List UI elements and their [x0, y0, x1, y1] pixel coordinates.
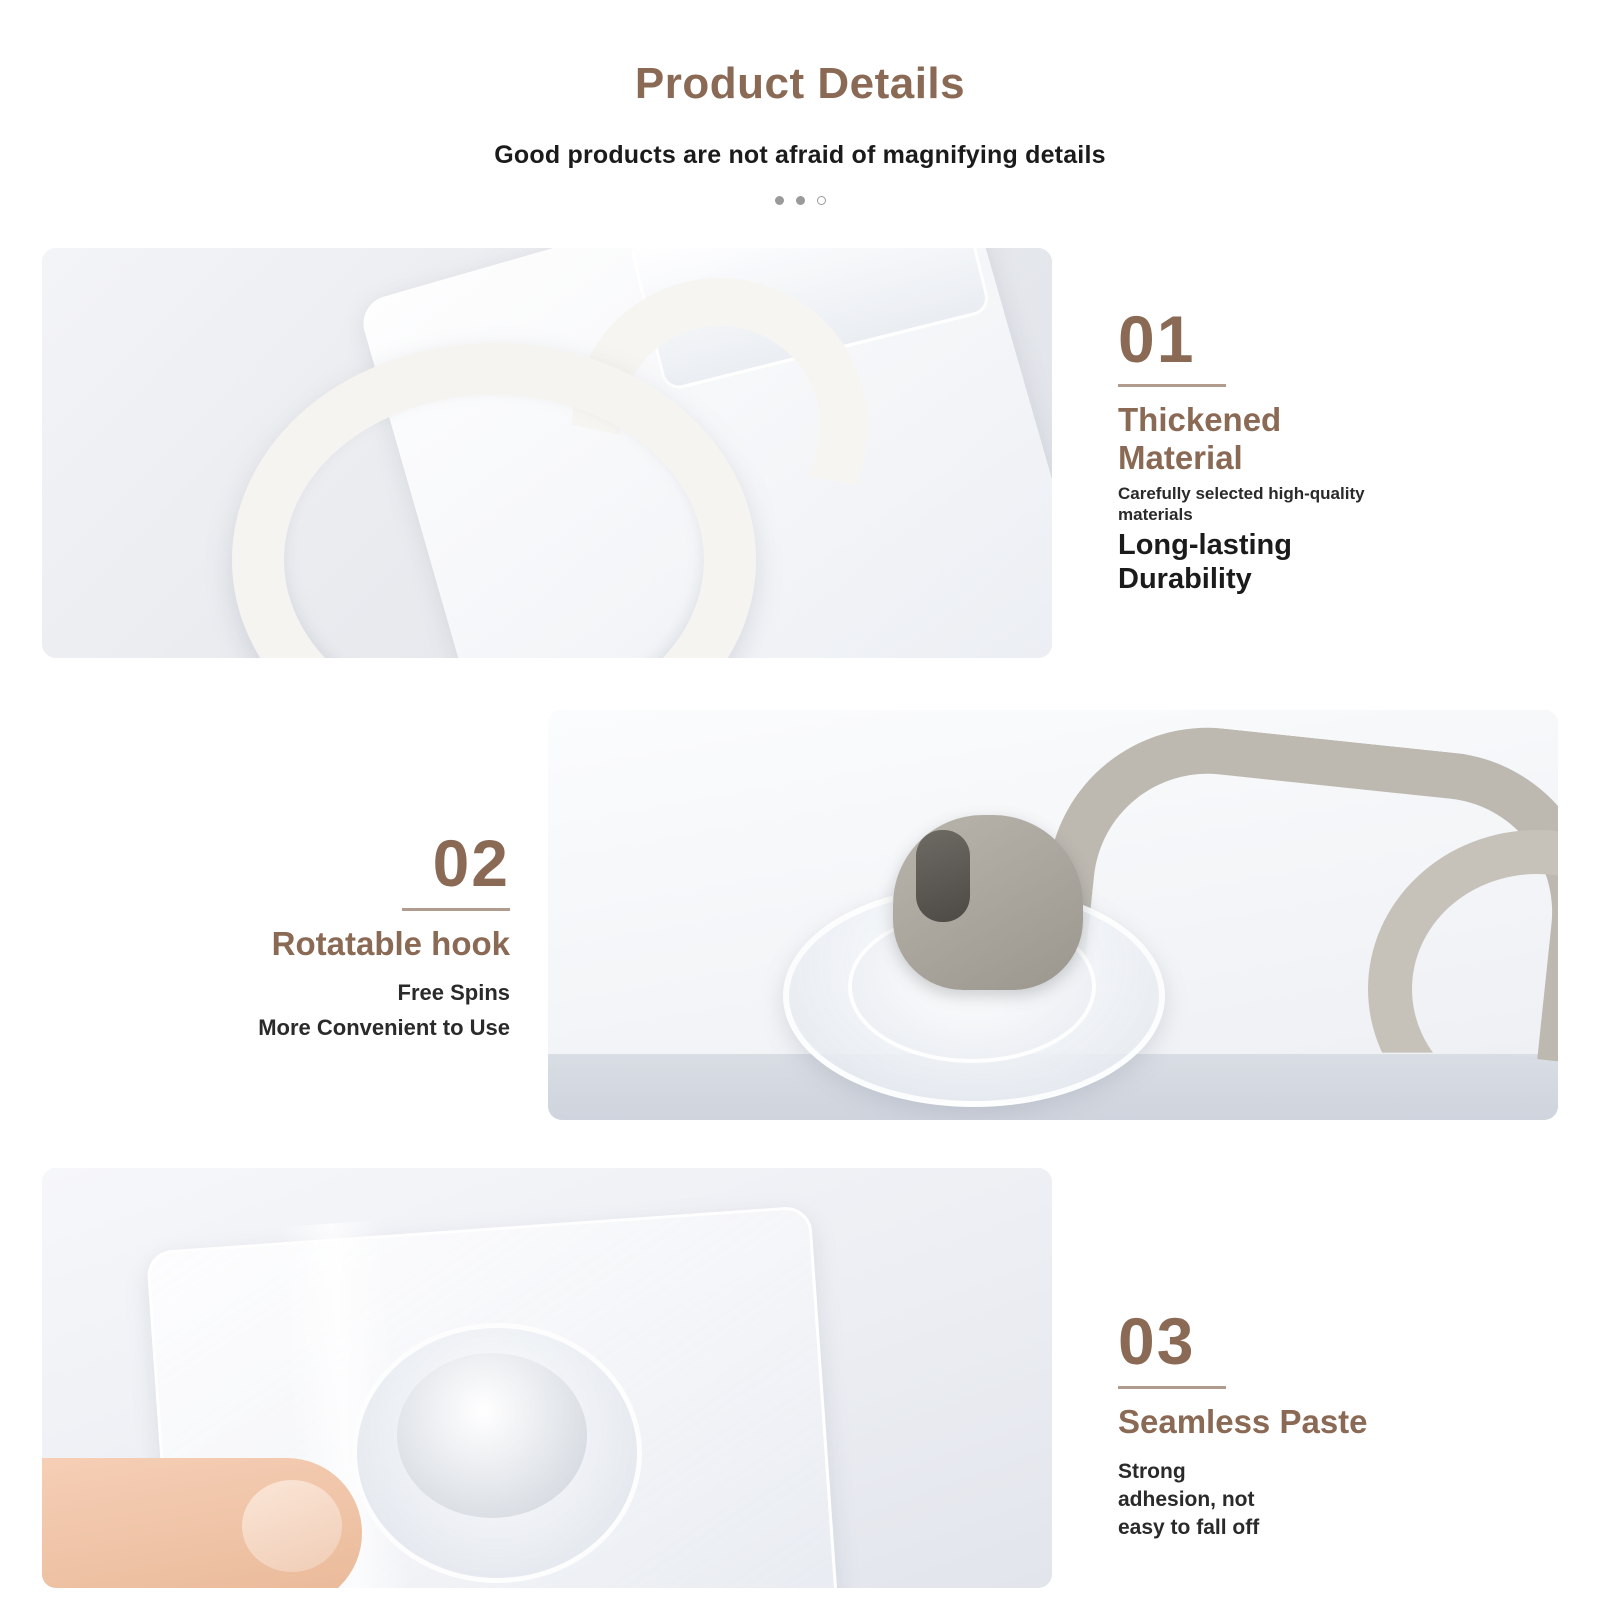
- carousel-dots[interactable]: [0, 196, 1600, 205]
- carousel-dot-1[interactable]: [775, 196, 784, 205]
- page-title: Product Details: [634, 59, 966, 108]
- feature-bigtext-01-line1: Long-lasting: [1118, 529, 1292, 562]
- feature-heading-01-line1: Thickened: [1118, 401, 1282, 438]
- feature-heading-03: Seamless Paste: [1118, 1403, 1368, 1440]
- carousel-dot-2[interactable]: [796, 196, 805, 205]
- feature-smalltext-01-line2: materials: [1118, 505, 1193, 525]
- feature-subtext-02-line1: Free Spins: [397, 979, 510, 1005]
- divider-rule-03: [1118, 1386, 1226, 1389]
- feature-image-rotatable-hook: [548, 710, 1558, 1120]
- feature-block-02: [0, 710, 1600, 1130]
- feature-number-01: 01: [1118, 302, 1196, 376]
- feature-bigtext-01-line2: Durability: [1118, 562, 1252, 595]
- feature-number-02: 02: [432, 826, 510, 900]
- feature-text-03: [1118, 1304, 1548, 1542]
- page-subtitle: Good products are not afraid of magnifying details: [494, 140, 1106, 169]
- feature-image-thickened-material: [42, 248, 1052, 658]
- feature-text-01: [1118, 302, 1538, 596]
- feature-subtext-03-line3: easy to fall off: [1118, 1516, 1260, 1540]
- feature-subtext-02-line2: More Convenient to Use: [258, 1015, 510, 1041]
- feature-smalltext-01-line1: Carefully selected high-quality: [1118, 483, 1365, 503]
- feature-heading-02: Rotatable hook: [271, 925, 510, 962]
- divider-rule-02: [402, 908, 510, 911]
- divider-rule-01: [1118, 384, 1226, 387]
- feature-number-03: 03: [1118, 1304, 1196, 1378]
- feature-block-01: [0, 248, 1600, 668]
- feature-heading-01-line2: Material: [1118, 438, 1243, 476]
- feature-subtext-03-line1: Strong: [1118, 1459, 1186, 1483]
- feature-subtext-03-line2: adhesion, not: [1118, 1488, 1255, 1512]
- carousel-dot-3[interactable]: [817, 196, 826, 205]
- feature-image-seamless-paste: [42, 1168, 1052, 1588]
- feature-block-03: [0, 1168, 1600, 1598]
- feature-text-02: [80, 826, 510, 1042]
- page-header: [0, 0, 1600, 205]
